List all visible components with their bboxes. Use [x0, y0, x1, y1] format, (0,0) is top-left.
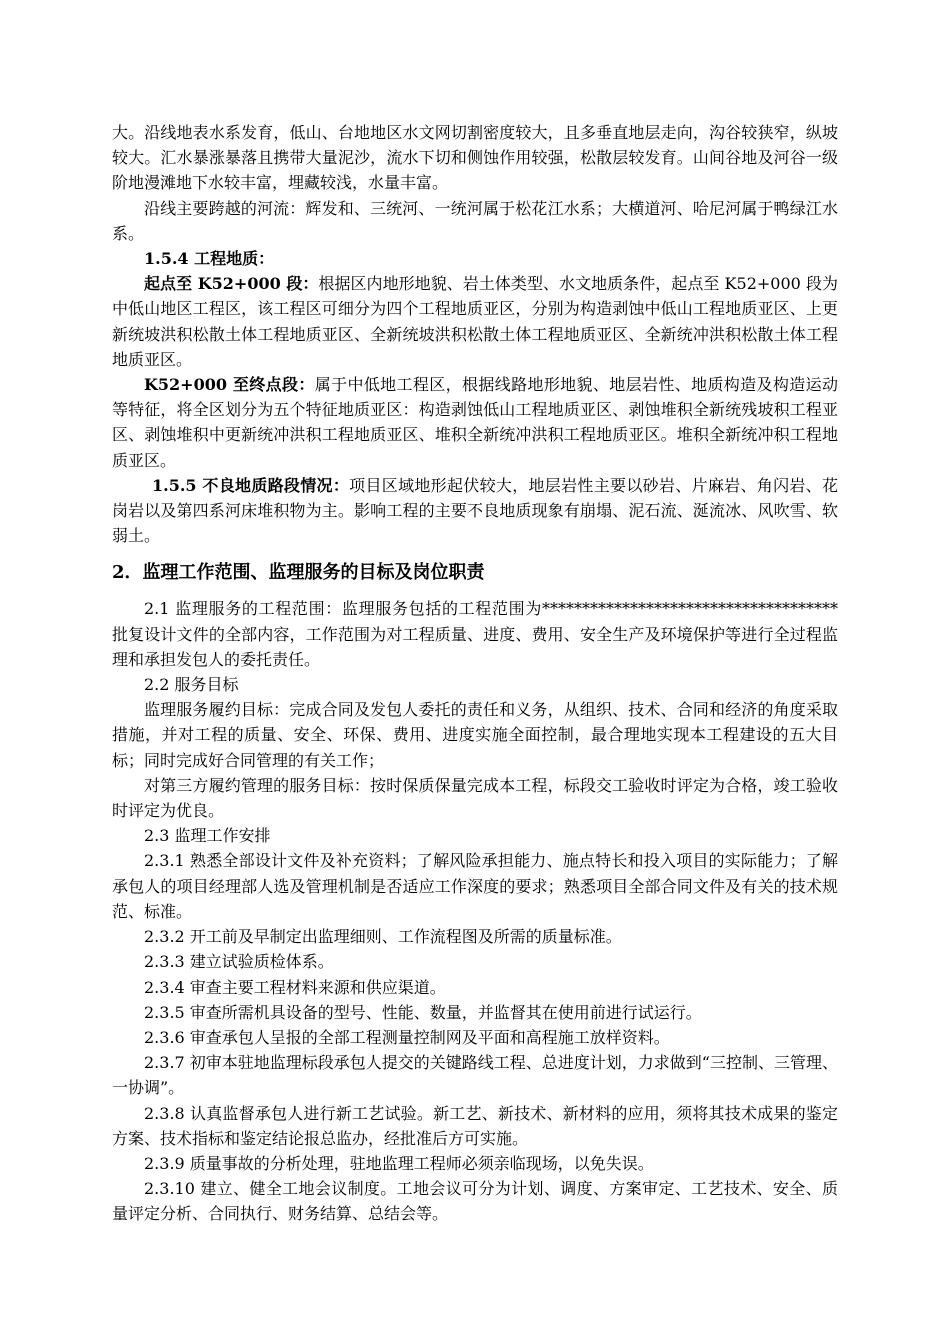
list-item-2-3-9: 2.3.9 质量事故的分析处理，驻地监理工程师必须亲临现场，以免失误。 — [144, 1153, 654, 1173]
paragraph-segment-1 — [112, 271, 838, 372]
list-item-2-3-5: 2.3.5 审查所需机具设备的型号、性能、数量，并监督其在使用前进行试运行。 — [144, 1002, 702, 1022]
paragraph-hydrology: 大。沿线地表水系发育，低山、台地地区水文网切割密度较大，且多垂直地层走向，沟谷较狭窄，纵坡较大。汇水暴涨暴落且携带大量泥沙，流水下切和侧蚀作用较强，松散层较发育。山间谷地及河谷一级阶地漫滩地下水较丰富，埋藏较浅，水量丰富。 — [112, 123, 838, 193]
paragraph-2-2-title: 2.2 服务目标 — [144, 675, 239, 695]
label-1-5-5: 1.5.5 不良地质路段情况： — [152, 475, 350, 495]
list-item-2-3-6: 2.3.6 审查承包人呈报的全部工程测量控制网及平面和高程施工放样资料。 — [144, 1027, 670, 1047]
paragraph-segment-2 — [112, 372, 838, 473]
list-item-2-3-1: 2.3.1 熟悉全部设计文件及补充资料；了解风险承担能力、施点特长和投入项目的实际能力；了解承包人的项目经理部人选及管理机制是否适应工作深度的要求；熟悉项目全部合同文件及有关的技术规范、标准。 — [112, 851, 838, 921]
paragraph-2-1: 2.1 监理服务的工程范围：监理服务包括的工程范围为*************************************批复设计文件的全部内容，工作范围为对工程质量、进度、费用、安全生产及环境保护等进行全过程监理和承担发包人的委托责任。 — [112, 599, 838, 669]
segment-2-text: 属于中低地工程区，根据线路地形地貌、地层岩性、地质构造及构造运动等特征，将全区划分为五个特征地质亚区：构造剥蚀低山工程地质亚区、剥蚀堆积全新统残坡积工程亚区、剥蚀堆积中更新统冲洪积工程地质亚区、堆积全新统冲洪积工程地质亚区。堆积全新统冲积工程地质亚区。 — [112, 375, 838, 470]
text-1-5-5: 项目区域地形起伏较大，地层岩性主要以砂岩、片麻岩、角闪岩、花岗岩以及第四系河床堆积物为主。影响工程的主要不良地质现象有崩塌、泥石流、涎流冰、风吹雪、软弱土。 — [112, 475, 838, 546]
paragraph-2-2-a: 监理服务履约目标：完成合同及发包人委托的责任和义务，从组织、技术、合同和经济的角度采取措施，并对工程的质量、安全、环保、费用、进度实施全面控制，最合理地实现本工程建设的五大目标；同时完成好合同管理的有关工作； — [112, 700, 838, 770]
heading-1-5-4: 1.5.4 工程地质： — [144, 249, 275, 269]
document-page — [112, 120, 838, 1227]
list-item-2-3-3: 2.3.3 建立试验质检体系。 — [144, 952, 334, 972]
list-item-2-3-4: 2.3.4 审查主要工程材料来源和供应渠道。 — [144, 977, 446, 997]
paragraph-rivers: 沿线主要跨越的河流：辉发和、三统河、一统河属于松花江水系；大横道河、哈尼河属于鸭绿江水系。 — [112, 198, 838, 243]
segment-1-label: 起点至 K52+000 段： — [144, 274, 319, 294]
list-item-2-3-7: 2.3.7 初审本驻地监理标段承包人提交的关键路线工程、总进度计划，力求做到“三控制、三管理、一协调”。 — [112, 1053, 838, 1098]
segment-2-label: K52+000 至终点段： — [144, 375, 315, 395]
paragraph-2-2-b: 对第三方履约管理的服务目标：按时保质保量完成本工程，标段交工验收时评定为合格，竣工验收时评定为优良。 — [112, 775, 838, 821]
section-2-heading: 2．监理工作范围、监理服务的目标及岗位职责 — [112, 562, 485, 584]
paragraph-2-3-title: 2.3 监理工作安排 — [144, 826, 271, 846]
list-item-2-3-8: 2.3.8 认真监督承包人进行新工艺试验。新工艺、新技术、新材料的应用，须将其技术成果的鉴定方案、技术指标和鉴定结论报总监办，经批准后方可实施。 — [112, 1103, 838, 1148]
list-item-2-3-10: 2.3.10 建立、健全工地会议制度。工地会议可分为计划、调度、方案审定、工艺技术、安全、质量评定分析、合同执行、财务结算、总结会等。 — [112, 1179, 838, 1224]
paragraph-1-5-5 — [112, 473, 838, 549]
list-item-2-3-2: 2.3.2 开工前及早制定出监理细则、工作流程图及所需的质量标准。 — [144, 927, 622, 947]
segment-1-text: 根据区内地形地貌、岩土体类型、水文地质条件，起点至 K52+000 段为中低山地区工程区，该工程区可细分为四个工程地质亚区，分别为构造剥蚀中低山工程地质亚区、上更新统坡洪积松散土体工程地质亚区、全新统坡洪积松散土体工程地质亚区、全新统冲洪积松散土体工程地质亚区。 — [112, 274, 838, 369]
